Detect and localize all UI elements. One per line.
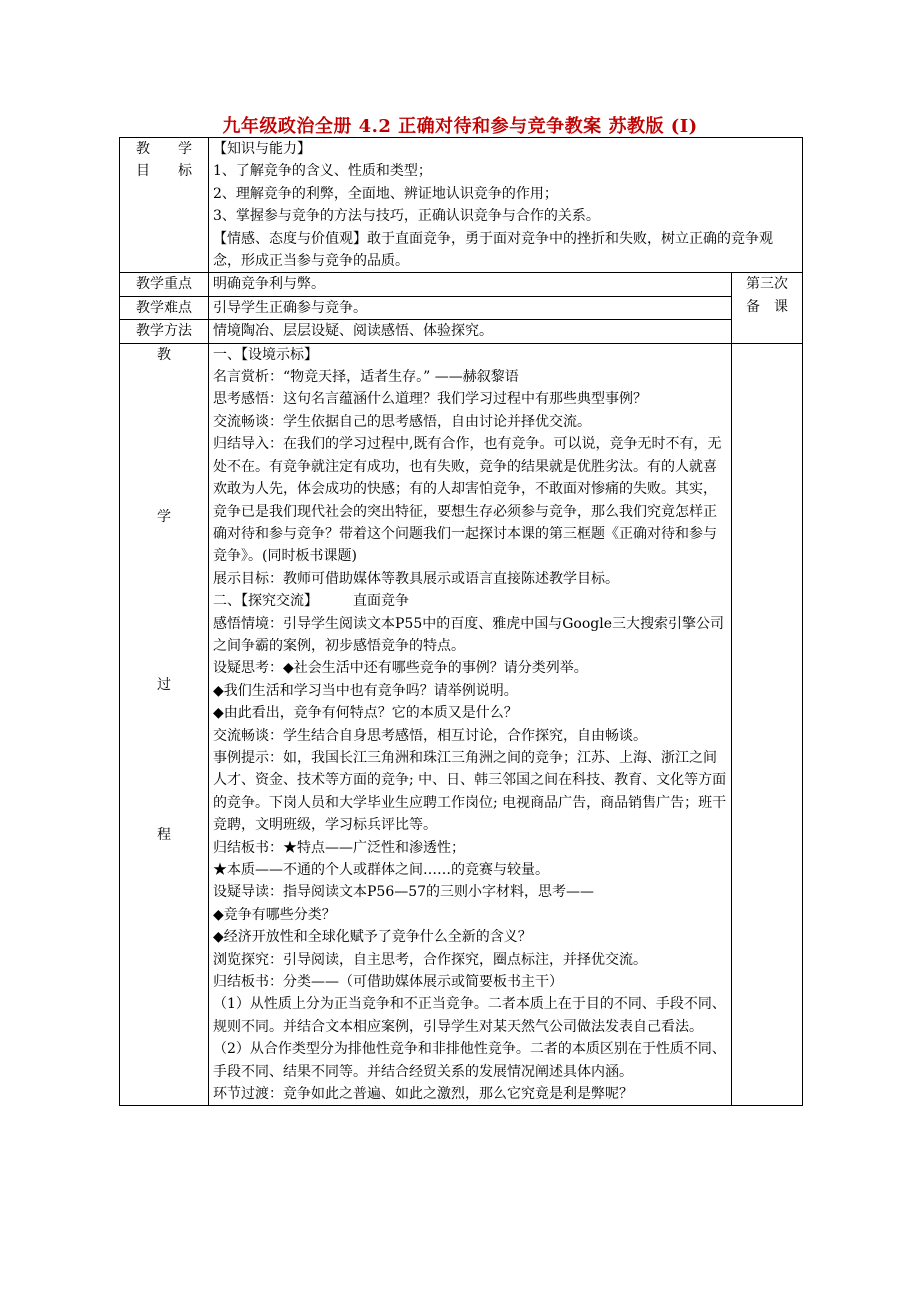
- objectives-label-char: 标: [178, 163, 192, 180]
- process-label-char: 程: [157, 826, 171, 843]
- process-line: ◆经济开放性和全球化赋予了竞争什么全新的含义？: [213, 929, 532, 946]
- objective-line: 3、掌握参与竞争的方法与技巧，正确认识竞争与合作的关系。: [213, 208, 600, 225]
- process-content: [209, 343, 732, 1106]
- process-label-char: 过: [157, 676, 171, 693]
- key-point-value: 明确竞争利与弊。: [209, 273, 732, 296]
- objective-line: 2、理解竞争的利弊，全面地、辨证地认识竞争的作用；: [213, 185, 558, 202]
- objectives-label-char: 学: [178, 141, 192, 157]
- process-line: 设疑思考：◆社会生活中还有哪些竞争的事例？请分类列举。: [213, 660, 588, 677]
- process-line: ◆由此看出，竞争有何特点？它的本质又是什么？: [213, 705, 518, 722]
- process-line: 归结导入：在我们的学习过程中,既有合作，也有竞争。可以说，竞争无时不有，无处不在。有竞争就注定有成功，也有失败，竞争的结果就是优胜劣汰。有的人就喜欢敢为人先，体会成功的快感；有的人却害怕竞争，不敢面对惨痛的失败。其实，竞争已是我们现代社会的突出特征，要想生存必须参与竞争，那么我们究竟怎样正确对待和参与竞争？带着这个问题我们一起探讨本课的第三框题《正确对待和参与竞争》。(同时板书课题): [213, 436, 722, 565]
- process-line: 名言赏析：“物竞天择，适者生存。” ——赫叙黎语: [213, 369, 519, 386]
- side-note-line: 第三次: [746, 276, 788, 293]
- process-line: 事例提示：如，我国长江三角洲和珠江三角洲之间的竞争；江苏、上海、浙江之间人才、资金、技术等方面的竞争; 中、日、韩三邻国之间在科技、教育、文化等方面的竞争。下岗人员和大学毕业生应聘工作岗位; 电视商品广告，商品销售广告；班干竞聘，文明班级，学习标兵评比等。: [213, 749, 727, 834]
- method-value: 情境陶冶、层层设疑、阅读感悟、体验探究。: [209, 320, 732, 343]
- process-row: [120, 343, 803, 1106]
- objectives-content: [209, 138, 803, 273]
- difficult-point-value: 引导学生正确参与竞争。: [209, 296, 732, 319]
- side-note: [732, 273, 803, 343]
- objective-line: 1、了解竞争的含义、性质和类型；: [213, 163, 432, 180]
- process-line: ◆我们生活和学习当中也有竞争吗？请举例说明。: [213, 682, 518, 699]
- process-line: 环节过渡：竞争如此之普遍、如此之激烈，那么它究竟是利是弊呢？: [213, 1086, 633, 1103]
- lesson-plan-table: [119, 137, 803, 1106]
- process-side-blank: [732, 343, 803, 1106]
- process-line: （1）从性质上分为正当竞争和不正当竞争。二者本质上在于目的不同、手段不同、规则不同。并结合文本相应案例，引导学生对某天然气公司做法发表自己看法。: [213, 996, 726, 1035]
- objectives-label-char: 目: [136, 163, 150, 180]
- process-line: 归结板书：分类——（可借助媒体展示或简要板书主干）: [213, 974, 563, 991]
- process-label: [120, 343, 209, 1106]
- key-point-row: [120, 273, 803, 296]
- objectives-label-char: 教: [136, 141, 150, 157]
- objectives-row: [120, 138, 803, 273]
- side-note-line: 备 课: [746, 298, 788, 315]
- objective-line: 【知识与能力】: [213, 141, 311, 157]
- difficult-point-row: [120, 296, 803, 319]
- key-point-label: 教学重点: [120, 273, 209, 296]
- process-line: 浏览探究：引导阅读，自主思考，合作探究，圈点标注，并择优交流。: [213, 951, 647, 968]
- process-line: （2）从合作类型分为排他性竞争和非排他性竞争。二者的本质区别在于性质不同、手段不同、结果不同等。并结合经贸关系的发展情况阐述具体内涵。: [213, 1041, 726, 1080]
- process-line: ◆竞争有哪些分类？: [213, 906, 336, 923]
- process-line: 二、【探究交流】 直面竞争: [213, 593, 409, 610]
- method-label: 教学方法: [120, 320, 209, 343]
- document-title: 九年级政治全册 4.2 正确对待和参与竞争教案 苏教版 (I): [222, 116, 698, 137]
- process-line: 交流畅谈：学生结合自身思考感悟，相互讨论，合作探究，自由畅谈。: [213, 727, 647, 744]
- process-line: 展示目标：教师可借助媒体等教具展示或语言直接陈述教学目标。: [213, 570, 619, 587]
- process-label-char: 学: [157, 508, 171, 525]
- method-row: [120, 320, 803, 343]
- process-line: ★本质——不通的个人或群体之间……的竞赛与较量。: [213, 862, 549, 878]
- process-line: 交流畅谈：学生依据自己的思考感悟，自由讨论并择优交流。: [213, 413, 591, 430]
- process-line: 一、【设境示标】: [213, 346, 318, 363]
- process-line: 思考感悟：这句名言蕴涵什么道理？我们学习过程中有那些典型事例？: [213, 391, 647, 408]
- process-label-char: 教: [157, 346, 171, 363]
- objective-line: 【情感、态度与价值观】敢于直面竞争，勇于面对竞争中的挫折和失败，树立正确的竞争观念，形成正当参与竞争的品质。: [213, 230, 773, 270]
- process-line: 归结板书：★特点——广泛性和渗透性；: [213, 839, 465, 856]
- difficult-point-label: 教学难点: [120, 296, 209, 319]
- process-line: 感悟情境：引导学生阅读文本P55中的百度、雅虎中国与Google三大搜索引擎公司之间争霸的案例，初步感悟竞争的特点。: [213, 615, 724, 654]
- objectives-label: [120, 138, 209, 273]
- process-line: 设疑导读：指导阅读文本P56—57的三则小字材料，思考——: [213, 884, 595, 901]
